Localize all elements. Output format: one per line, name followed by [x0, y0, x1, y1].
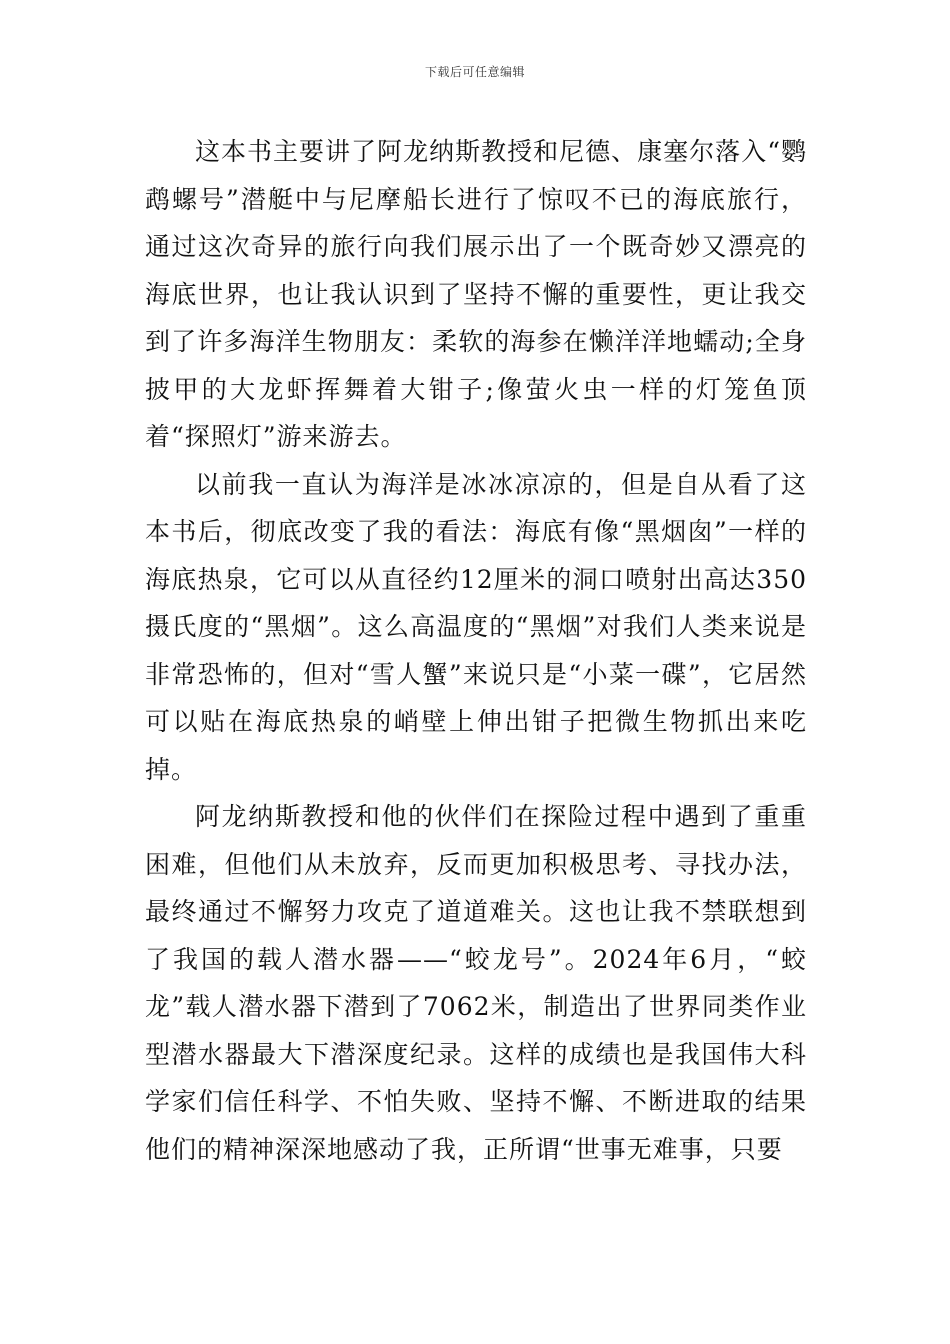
paragraph-1: 这本书主要讲了阿龙纳斯教授和尼德、康塞尔落入“鹦鹉螺号”潜艇中与尼摩船长进行了惊叹不已的海底旅行，通过这次奇异的旅行向我们展示出了一个既奇妙又漂亮的海底世界，也让我认识到了坚持不懈的重要性，更让我交到了许多海洋生物朋友：柔软的海参在懒洋洋地蠕动;全身披甲的大龙虾挥舞着大钳子;像萤火虫一样的灯笼鱼顶着“探照灯”游来游去。: [145, 137, 807, 451]
paragraph-3: 阿龙纳斯教授和他的伙伴们在探险过程中遇到了重重困难，但他们从未放弃，反而更加积极思考、寻找办法，最终通过不懈努力攻克了道道难关。这也让我不禁联想到了我国的载人潜水器——“蛟龙号”。2024年6月，“蛟龙”载人潜水器下潜到了7062米，制造出了世界同类作业型潜水器最大下潜深度纪录。这样的成绩也是我国伟大科学家们信任科学、不怕失败、坚持不懈、不断进取的结果他们的精神深深地感动了我，正所谓“世事无难事，只要: [145, 802, 807, 1164]
document-body: [145, 128, 807, 1173]
paragraph-2: 以前我一直认为海洋是冰冰凉凉的，但是自从看了这本书后，彻底改变了我的看法：海底有像“黑烟囱”一样的海底热泉，它可以从直径约12厘米的洞口喷射出高达350摄氏度的“黑烟”。这么高温度的“黑烟”对我们人类来说是非常恐怖的，但对“雪人蟹”来说只是“小菜一碟”，它居然可以贴在海底热泉的峭壁上伸出钳子把微生物抓出来吃掉。: [145, 469, 807, 784]
page-header: 下载后可任意编辑: [424, 65, 525, 79]
